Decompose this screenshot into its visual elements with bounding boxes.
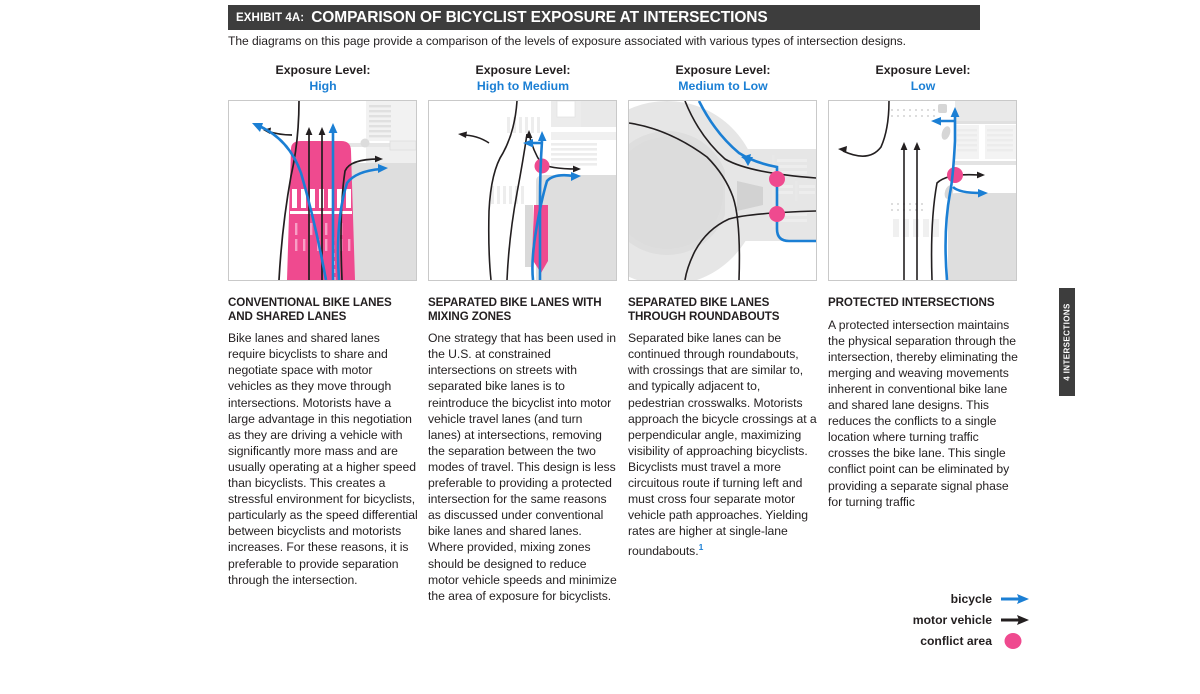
column-title-3: SEPARATED BIKE LANES THROUGH ROUNDABOUTS: [628, 296, 780, 323]
blue-arrow-icon: [1000, 592, 1030, 606]
column-title-2: SEPARATED BIKE LANES WITH MIXING ZONES: [428, 296, 602, 323]
exhibit-title: COMPARISON OF BICYCLIST EXPOSURE AT INTERSECTIONS: [311, 8, 768, 26]
exposure-level-value-1: High: [309, 79, 337, 93]
column-protected: [828, 62, 1028, 604]
exposure-level-value-4: Low: [910, 79, 936, 93]
protected-intersection-diagram: [828, 100, 1017, 281]
column-body-text-3: Separated bike lanes can be continued through roundabouts, with crossings that are similar to, and typically adjacent to, pedestrian crosswalks. Motorists approach the bicycle crossings at a perpendicular angle, maximizing visibility of approaching bicyclists. Bicyclists must travel a more circuitous route if turning left and must cross four separate motor vehicle path approaches. Yielding rates are higher at single-lane roundabouts.: [628, 331, 817, 559]
legend-item-motor-vehicle: [890, 609, 1030, 630]
column-title-4: PROTECTED INTERSECTIONS: [828, 296, 995, 309]
legend: [890, 588, 1030, 651]
chapter-side-tab-label: 4 INTERSECTIONS: [1062, 303, 1072, 381]
column-body-text-4: A protected intersection maintains the physical separation through the intersection, thereby eliminating the merging and weaving movements inherent in conventional bike lane and shared lane designs. This reduces the conflicts to a single location where turning traffic crosses the bike lane. This single conflict point can be eliminated by providing a separate signal phase for turning traffic: [828, 317, 1018, 509]
exposure-level-value-2: High to Medium: [476, 79, 570, 93]
pink-circle-icon: [1000, 632, 1030, 650]
comparison-columns: [228, 62, 1028, 604]
column-body-1: [228, 330, 418, 588]
legend-item-bicycle: [890, 588, 1030, 609]
exhibit-header-bar: [228, 5, 980, 30]
exposure-level-label-3: Exposure Level:: [675, 63, 771, 77]
exposure-level-label-2: Exposure Level:: [475, 63, 571, 77]
legend-label-conflict-area: conflict area: [920, 633, 992, 648]
column-body-2: [428, 330, 618, 604]
column-body-4: [828, 317, 1018, 510]
mixing-zones-diagram: [428, 100, 617, 281]
exposure-level-label-1: Exposure Level:: [275, 63, 371, 77]
roundabout-diagram: [628, 100, 817, 281]
column-mixing-zones: [428, 62, 628, 604]
column-body-text-2: One strategy that has been used in the U.S. at constrained intersections on streets with separated bike lanes is to reintroduce the bicyclist into motor vehicle travel lanes (and turn lanes) at intersections, removing the separation between the two modes of travel. This design is less preferable to providing a protected intersection for the same reasons as discussed under conventional bike lanes and shared lanes. Where provided, mixing zones should be designed to reduce motor vehicle speeds and minimize the area of exposure for bicyclists.: [428, 331, 617, 603]
column-body-text-1: Bike lanes and shared lanes require bicyclists to share and negotiate space with motor vehicles as they move through intersections. Motorists have a large advantage in this negotiation as they are driving a vehicle with significantly more mass and are usually operating at a higher speed than bicyclists. This creates a stressful environment for bicyclists, particularly as the speed differential between bicyclists and motorists increases. For these reasons, it is preferable to provide separation through the intersection.: [228, 331, 418, 587]
legend-item-conflict-area: [890, 630, 1030, 651]
legend-label-motor-vehicle: motor vehicle: [912, 612, 992, 627]
black-arrow-icon: [1000, 613, 1030, 627]
footnote-marker-3: 1: [698, 542, 704, 553]
chapter-side-tab: [1059, 288, 1075, 396]
exposure-level-label-4: Exposure Level:: [875, 63, 971, 77]
legend-label-bicycle: bicycle: [950, 591, 992, 606]
exhibit-number: EXHIBIT 4A:: [236, 11, 305, 24]
column-body-3: [628, 330, 818, 559]
column-conventional: [228, 62, 428, 604]
exposure-level-value-3: Medium to Low: [678, 79, 768, 93]
conventional-bike-lanes-diagram: [228, 100, 417, 281]
column-title-1: CONVENTIONAL BIKE LANES AND SHARED LANES: [228, 296, 392, 323]
column-roundabout: [628, 62, 828, 604]
intro-paragraph: The diagrams on this page provide a comparison of the levels of exposure associated with various types of intersection designs.: [228, 34, 906, 48]
